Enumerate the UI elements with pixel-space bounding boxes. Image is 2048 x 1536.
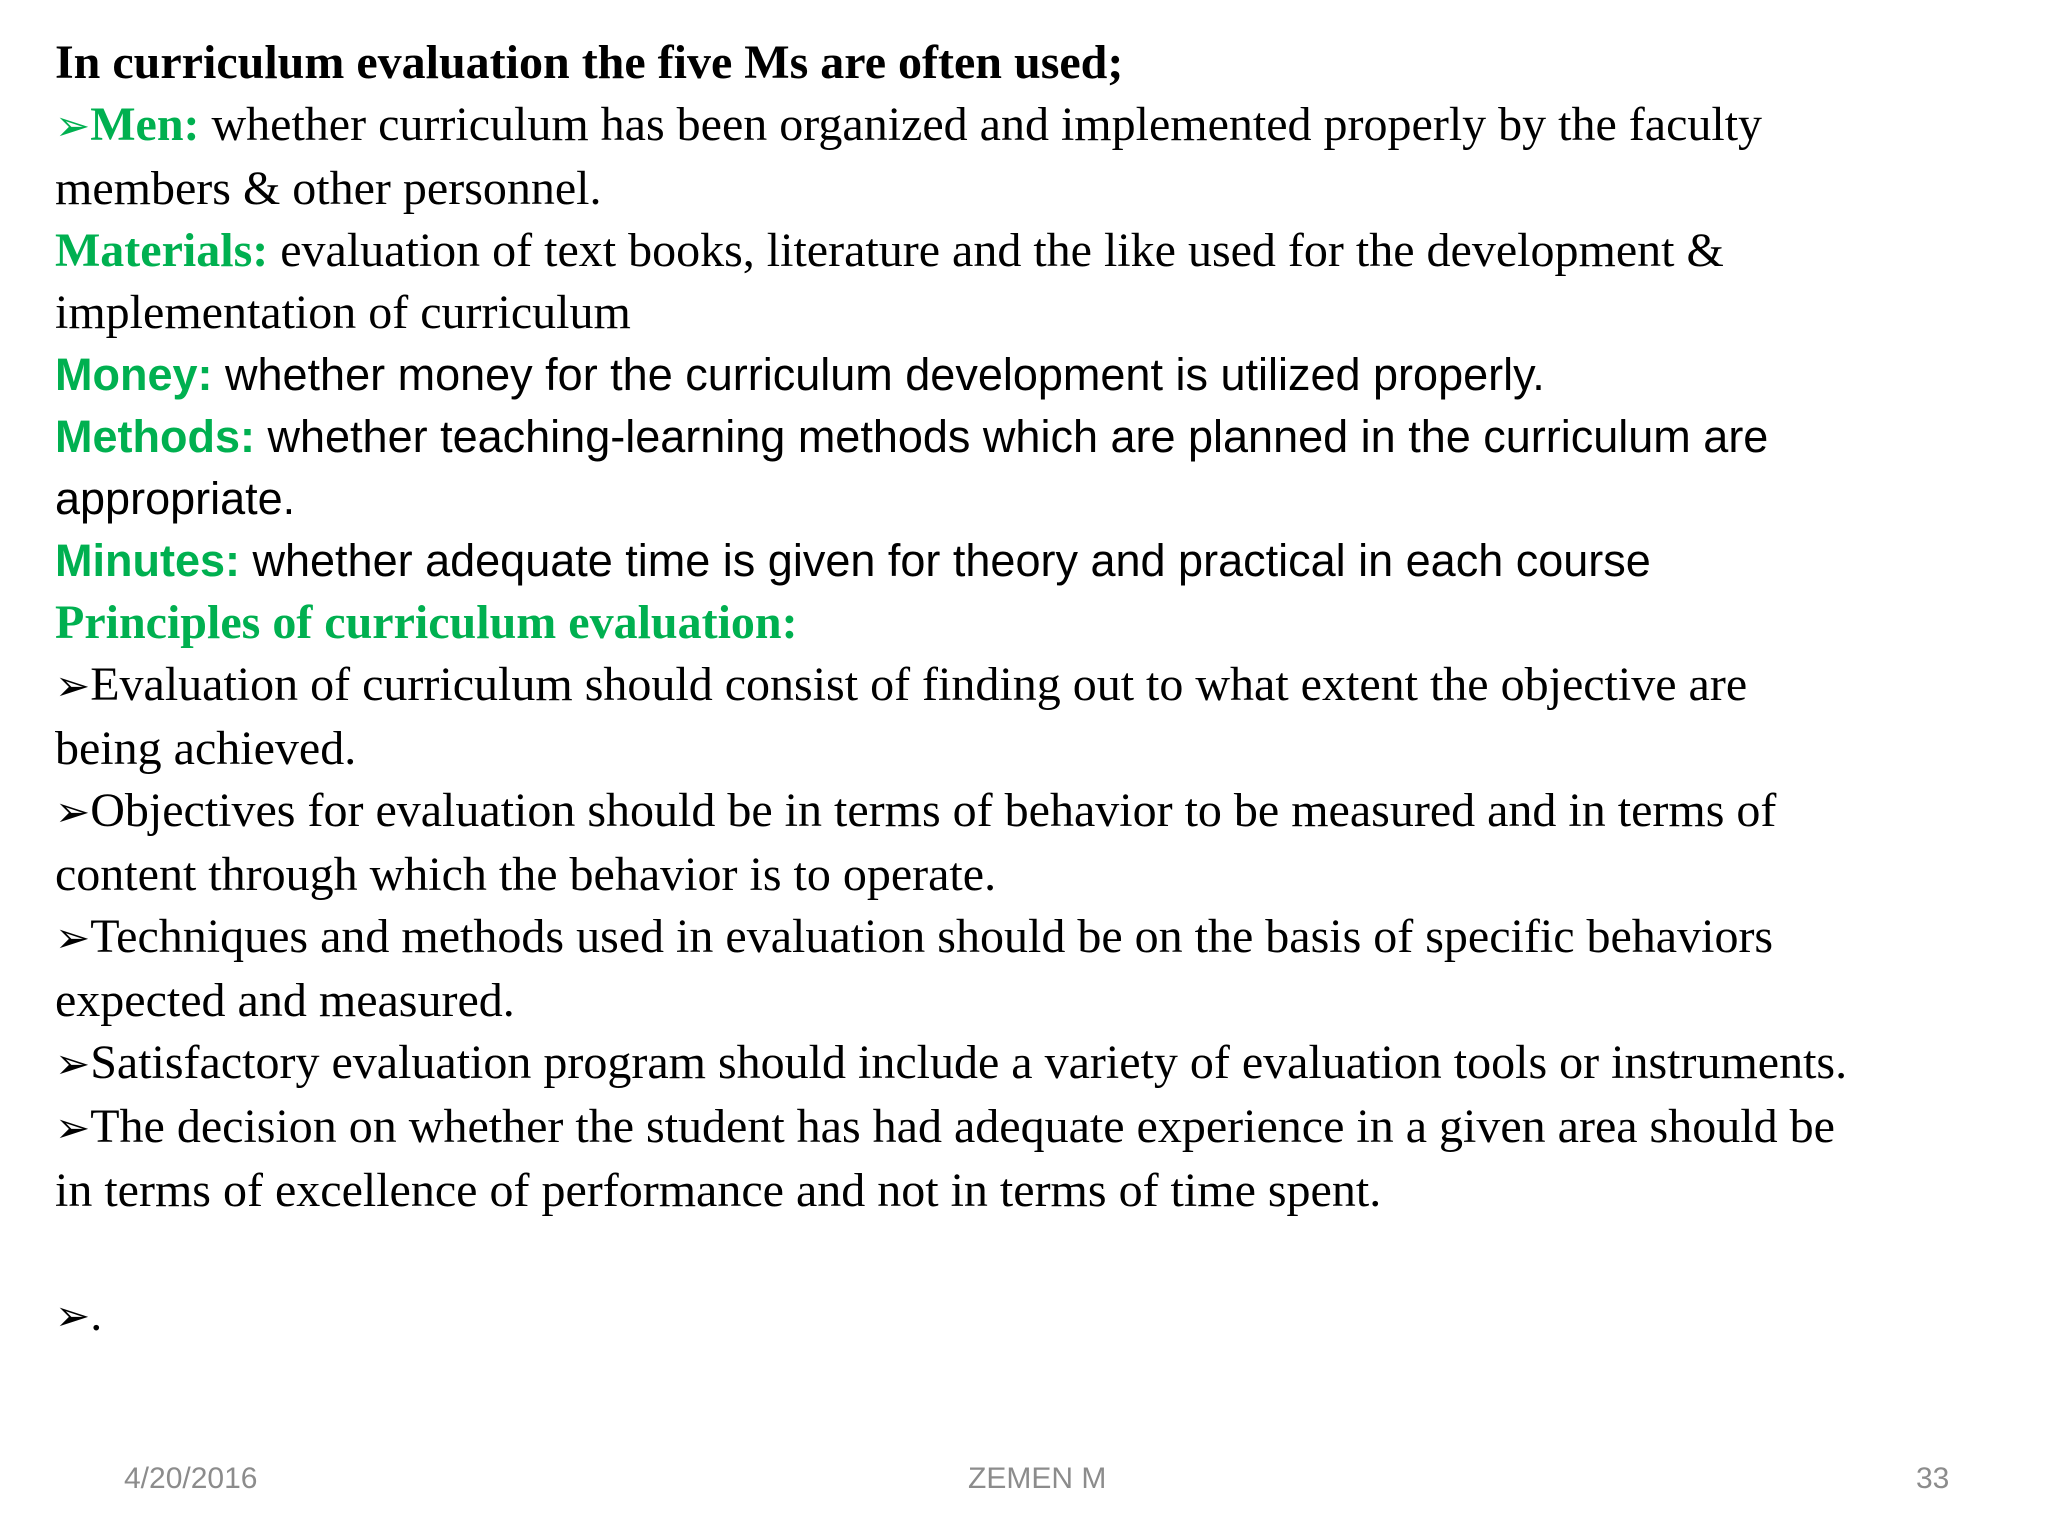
blank-line <box>55 1222 2015 1284</box>
arrow-bullet-icon: ➢ <box>55 790 91 836</box>
principle-item-continued: expected and measured. <box>55 974 515 1027</box>
money-text: whether money for the curriculum development is utilized properly. <box>212 349 1545 400</box>
money-item <box>55 344 2015 406</box>
arrow-bullet-icon: ➢ <box>55 916 91 962</box>
footer-date: 4/20/2016 <box>124 1462 258 1495</box>
footer-author: ZEMEN M <box>968 1462 1107 1495</box>
methods-text: whether teaching-learning methods which are planned in the curriculum are <box>254 411 1769 462</box>
men-text: whether curriculum has been organized and implemented properly by the faculty <box>199 98 1763 151</box>
principle-item: ➢Evaluation of curriculum should consist of finding out to what extent the objective are <box>55 654 2015 718</box>
arrow-bullet-icon: ➢ <box>55 1294 91 1340</box>
principles-heading: Principles of curriculum evaluation: <box>55 596 798 649</box>
principle-item: ➢Satisfactory evaluation program should include a variety of evaluation tools or instruments. <box>55 1032 2015 1096</box>
trailing-bullet: ➢. <box>55 1284 2015 1348</box>
methods-text-continued: appropriate. <box>55 473 296 524</box>
materials-item <box>55 220 2015 282</box>
materials-label: Materials: <box>55 224 269 277</box>
arrow-bullet-icon: ➢ <box>55 104 91 150</box>
arrow-bullet-icon: ➢ <box>55 1106 91 1152</box>
minutes-item <box>55 530 2015 592</box>
arrow-bullet-icon: ➢ <box>55 664 91 710</box>
five-ms-heading: In curriculum evaluation the five Ms are often used; <box>55 36 1124 89</box>
men-label: Men: <box>90 98 200 151</box>
minutes-label: Minutes: <box>55 535 240 586</box>
materials-text-continued: implementation of curriculum <box>55 286 631 339</box>
principle-item: ➢Objectives for evaluation should be in terms of behavior to be measured and in terms of <box>55 780 2015 844</box>
principle-item: ➢The decision on whether the student has had adequate experience in a given area should be <box>55 1096 2015 1160</box>
principle-item-continued: in terms of excellence of performance and not in terms of time spent. <box>55 1164 1382 1217</box>
men-item <box>55 94 2015 158</box>
principle-item-continued: content through which the behavior is to operate. <box>55 848 997 901</box>
money-label: Money: <box>55 349 213 400</box>
men-text-continued: members & other personnel. <box>55 162 602 215</box>
arrow-bullet-icon: ➢ <box>55 1042 91 1088</box>
minutes-text: whether adequate time is given for theory and practical in each course <box>240 535 1651 586</box>
methods-label: Methods: <box>55 411 255 462</box>
methods-item <box>55 406 2015 468</box>
principle-item-continued: being achieved. <box>55 722 357 775</box>
slide-number: 33 <box>1916 1462 1950 1495</box>
principle-item: ➢Techniques and methods used in evaluation should be on the basis of specific behaviors <box>55 906 2015 970</box>
slide-body <box>55 32 2015 1348</box>
materials-text: evaluation of text books, literature and the like used for the development & <box>268 224 1724 277</box>
